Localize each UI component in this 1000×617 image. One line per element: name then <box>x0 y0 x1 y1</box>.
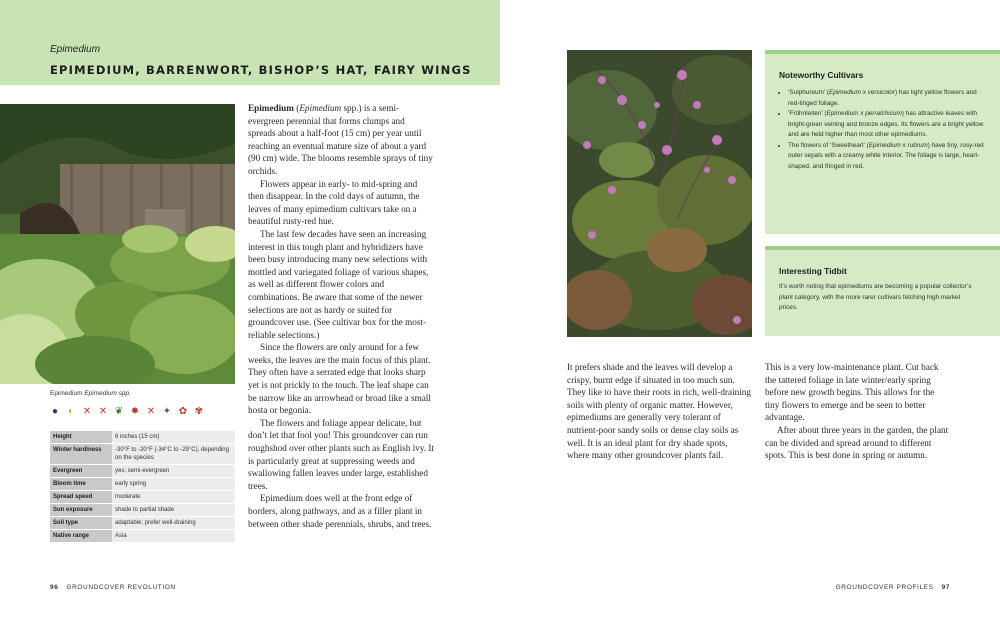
cultivars-heading: Noteworthy Cultivars <box>779 70 864 80</box>
fact-key: Sun exposure <box>50 504 112 517</box>
fact-key: Height <box>50 431 112 444</box>
fact-value: yes; semi-evergreen <box>112 465 235 478</box>
footer-right <box>836 584 950 591</box>
paragraph-4: Since the flowers are only around for a few weeks, the leaves are the main focus of this plant. They often have a serrated edge that looks sharp yet is not prickly to the touch. The leaf shape can be narrow like an arrowhead or broad like a small hosta or begonia. <box>248 342 431 416</box>
flower-icon: ✿ <box>178 406 188 417</box>
fact-key: Native range <box>50 530 112 543</box>
no-rabbit-icon: ✕ <box>98 406 108 417</box>
facts-row <box>50 478 235 491</box>
cultivars-stripe <box>765 50 1000 54</box>
page-title: EPIMEDIUM, BARRENWORT, BISHOP’S HAT, FAIRY WINGS <box>50 63 472 77</box>
tidbit-stripe <box>765 246 1000 250</box>
book-title: GROUNDCOVER REVOLUTION <box>66 584 176 591</box>
native-icon: ✦ <box>162 406 172 417</box>
fact-key: Bloom time <box>50 478 112 491</box>
no-deer-icon: ✕ <box>82 406 92 417</box>
tidbit-box <box>765 246 1000 336</box>
part-shade-icon: ◐ <box>67 406 75 417</box>
cultivars-list <box>779 88 989 172</box>
flower-photo <box>567 50 752 337</box>
facts-row <box>50 504 235 517</box>
paragraph-7: It prefers shade and the leaves will develop a crispy, burnt edge if situated in too much sun. They like to have their roots in rich, well-draining soils with plenty of organic matter. However, epimediums are generally very tolerant of nutrient-poor sandy soils or dense clay soils as well. It is an ideal plant for dry shade spots, where many other groundcover plants fail. <box>567 362 751 461</box>
main-text-column <box>248 102 434 530</box>
cultivar-item: • ‘Fröhnleiten’ (Epimedium x perralchicum) has attractive leaves with bright-green veining and bronze edges. Its flowers are a bright yellow and are held higher than most other epimediums. <box>788 109 989 141</box>
facts-row <box>50 444 235 465</box>
page-number-left: 96 <box>50 584 59 591</box>
facts-row <box>50 431 235 444</box>
page-number-right: 97 <box>941 584 950 591</box>
dry-soil-icon: ✕ <box>146 406 156 417</box>
tidbit-text: It’s worth noting that epimediums are becoming a popular collector’s plant category, with the more rarer cultivars fetching high market prices. <box>779 283 972 311</box>
section-title: GROUNDCOVER PROFILES <box>835 584 934 591</box>
maple-leaf-icon: ✸ <box>130 406 140 417</box>
plant-icons <box>49 406 205 418</box>
garden-photo <box>0 104 235 384</box>
fact-value: early spring <box>112 478 235 491</box>
facts-table <box>50 431 235 543</box>
paragraph-6: Epimedium does well at the front edge of borders, along pathways, and as a filler plant in between other shade perennials, shrubs, and trees. <box>248 493 432 529</box>
cultivars-box <box>765 50 1000 234</box>
facts-row <box>50 517 235 530</box>
fact-key: Soil type <box>50 517 112 530</box>
tidbit-heading: Interesting Tidbit <box>779 266 847 276</box>
fact-value: 6 inches (15 cm) <box>112 431 235 444</box>
paragraph-5: The flowers and foliage appear delicate, but don’t let that fool you! This groundcover can run roughshod over other plants such as English ivy. It is particularly great at suppressing weeds and swallowing fallen leaves under large, established trees. <box>248 417 434 491</box>
fact-key: Spread speed <box>50 491 112 504</box>
genus-label: Epimedium <box>50 44 101 55</box>
paragraph-3: The last few decades have seen an increasing interest in this tough plant and hybridizers have been busy introducing many new selections with mottled and variegated foliage of various shapes, as well as different flower colors and combinations. Be aware that some of the newer selections are not as hardy or suited for groundcover use. (See cultivar box for the most-reliable selections.) <box>248 228 429 340</box>
paragraph-9: After about three years in the garden, the plant can be divided and spread around to different spots. This is best done in spring or autumn. <box>765 424 949 461</box>
cultivar-item: • The flowers of ‘Sweetheart’ (Epimedium x rubrum) have tiny, rosy-red outer sepals with a creamy white interior. The foliage is large, heart-shaped, and fringed in red. <box>788 141 989 173</box>
pollinator-icon: ✾ <box>194 406 204 417</box>
right-text-column-2 <box>765 361 950 462</box>
facts-row <box>50 530 235 543</box>
caption-species: Epimedium spp. <box>84 390 131 397</box>
paragraph-1: Epimedium (Epimedium spp.) is a semi-evergreen perennial that forms clumps and spreads about a half-foot (15 cm) per year until reaching an eventual mature size of about a yard (90 cm) wide. The blooms resemble sprays of tiny orchids. <box>248 103 433 176</box>
facts-row <box>50 465 235 478</box>
fact-key: Winter hardiness <box>50 444 112 465</box>
fact-value: adaptable; prefer well-draining <box>112 517 235 530</box>
fact-value: shade to partial shade <box>112 504 235 517</box>
leaf-icon: ❦ <box>114 406 124 417</box>
fact-value: moderate <box>112 491 235 504</box>
paragraph-8: This is a very low-maintenance plant. Cut back the tattered foliage in late winter/early spring before new growth begins. This allows for the tiny flowers to emerge and be seen to better advantage. <box>765 362 939 423</box>
facts-row <box>50 491 235 504</box>
right-text-column-1 <box>567 361 752 462</box>
fact-value: -30°F to -20°F (-34°C to -29°C), depending on the species <box>112 444 235 465</box>
full-shade-icon: ● <box>51 406 59 417</box>
footer-left <box>50 584 176 591</box>
photo-caption <box>50 390 131 397</box>
fact-value: Asia <box>112 530 235 543</box>
paragraph-2: Flowers appear in early- to mid-spring and then disappear. In the cold days of autumn, the leaves of many epimedium cultivars take on a beautiful rusty-red hue. <box>248 178 420 227</box>
caption-genus: Epimedium <box>50 390 83 397</box>
fact-key: Evergreen <box>50 465 112 478</box>
cultivar-item: • ‘Sulphureum’ (Epimedium x versicolor) has light yellow flowers and red-tinged foliage. <box>788 88 989 109</box>
